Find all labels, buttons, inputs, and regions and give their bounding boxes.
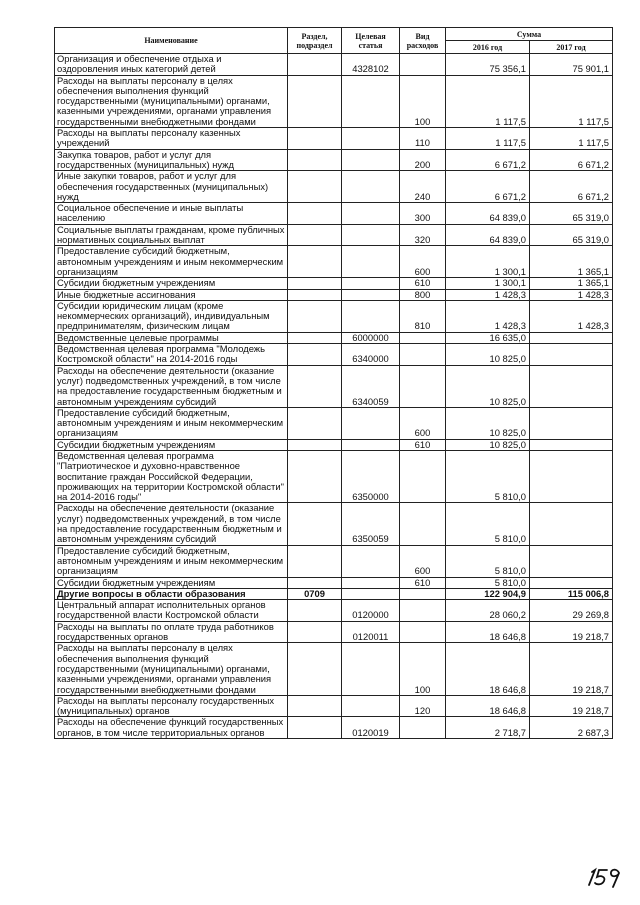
cell-section bbox=[288, 75, 342, 127]
cell-2017 bbox=[530, 344, 613, 366]
cell-name: Расходы на выплаты по оплате труда работников государственных органов bbox=[55, 621, 288, 643]
table-row bbox=[55, 600, 613, 622]
header-year-2017: 2017 год bbox=[530, 41, 613, 54]
cell-section bbox=[288, 149, 342, 171]
table-row bbox=[55, 300, 613, 332]
cell-kind: 800 bbox=[400, 289, 446, 300]
cell-kind bbox=[400, 344, 446, 366]
table-row bbox=[55, 717, 613, 739]
cell-section bbox=[288, 300, 342, 332]
cell-2016: 6 671,2 bbox=[446, 149, 530, 171]
table-row bbox=[55, 695, 613, 717]
cell-target bbox=[342, 545, 400, 577]
cell-section bbox=[288, 503, 342, 545]
table-row bbox=[55, 503, 613, 545]
cell-target bbox=[342, 407, 400, 439]
cell-section bbox=[288, 203, 342, 225]
table-row bbox=[55, 128, 613, 150]
cell-kind: 100 bbox=[400, 643, 446, 695]
cell-kind: 100 bbox=[400, 75, 446, 127]
cell-name: Расходы на обеспечение деятельности (оказание услуг) подведомственных учреждений, в том числе на предоставление государственным бюджетным и автономным учреждениям субсидий bbox=[55, 503, 288, 545]
cell-2017 bbox=[530, 503, 613, 545]
handwritten-page-number bbox=[586, 866, 622, 888]
table-row bbox=[55, 246, 613, 278]
cell-target bbox=[342, 224, 400, 246]
table-row bbox=[55, 149, 613, 171]
cell-kind: 240 bbox=[400, 171, 446, 203]
header-section: Раздел, подраздел bbox=[288, 28, 342, 54]
table-row bbox=[55, 450, 613, 502]
cell-section bbox=[288, 643, 342, 695]
cell-2017 bbox=[530, 365, 613, 407]
table-row bbox=[55, 588, 613, 599]
cell-name: Расходы на выплаты персоналу казенных учреждений bbox=[55, 128, 288, 150]
cell-name: Расходы на выплаты персоналу в целях обеспечения выполнения функций государственными (муниципальными) органами, казенными учреждениями, органами управления государственными внебюджетными фондами bbox=[55, 643, 288, 695]
cell-2016: 28 060,2 bbox=[446, 600, 530, 622]
cell-section bbox=[288, 577, 342, 588]
cell-kind bbox=[400, 503, 446, 545]
cell-2016: 5 810,0 bbox=[446, 450, 530, 502]
cell-name: Социальное обеспечение и иные выплаты населению bbox=[55, 203, 288, 225]
cell-kind bbox=[400, 332, 446, 343]
cell-2017: 65 319,0 bbox=[530, 203, 613, 225]
cell-name: Субсидии юридическим лицам (кроме некоммерческих организаций), индивидуальным предпринимателям, физическим лицам bbox=[55, 300, 288, 332]
cell-2016: 5 810,0 bbox=[446, 545, 530, 577]
cell-name: Предоставление субсидий бюджетным, автономным учреждениям и иным некоммерческим организациям bbox=[55, 407, 288, 439]
cell-kind bbox=[400, 54, 446, 76]
table-row bbox=[55, 278, 613, 289]
cell-section bbox=[288, 600, 342, 622]
cell-kind: 610 bbox=[400, 278, 446, 289]
cell-2016: 64 839,0 bbox=[446, 203, 530, 225]
cell-target: 6350000 bbox=[342, 450, 400, 502]
cell-target bbox=[342, 300, 400, 332]
cell-target bbox=[342, 203, 400, 225]
cell-kind: 120 bbox=[400, 695, 446, 717]
cell-target bbox=[342, 643, 400, 695]
cell-kind bbox=[400, 450, 446, 502]
cell-kind: 320 bbox=[400, 224, 446, 246]
cell-name: Расходы на обеспечение деятельности (оказание услуг) подведомственных учреждений, в том числе на предоставление государственным бюджетным и автономным учреждениям субсидий bbox=[55, 365, 288, 407]
cell-name: Предоставление субсидий бюджетным, автономным учреждениям и иным некоммерческим организациям bbox=[55, 545, 288, 577]
cell-section bbox=[288, 344, 342, 366]
budget-table-page bbox=[54, 27, 612, 739]
cell-2016: 1 428,3 bbox=[446, 300, 530, 332]
table-row bbox=[55, 643, 613, 695]
header-sum: Сумма bbox=[446, 28, 613, 41]
table-row bbox=[55, 407, 613, 439]
cell-name: Социальные выплаты гражданам, кроме публичных нормативных социальных выплат bbox=[55, 224, 288, 246]
cell-2017: 1 117,5 bbox=[530, 128, 613, 150]
cell-kind bbox=[400, 588, 446, 599]
cell-kind: 810 bbox=[400, 300, 446, 332]
cell-name: Иные закупки товаров, работ и услуг для обеспечения государственных (муниципальных) нужд bbox=[55, 171, 288, 203]
cell-target: 4328102 bbox=[342, 54, 400, 76]
cell-target: 0120019 bbox=[342, 717, 400, 739]
cell-section bbox=[288, 695, 342, 717]
cell-2016: 1 300,1 bbox=[446, 246, 530, 278]
table-row bbox=[55, 439, 613, 450]
cell-2016: 10 825,0 bbox=[446, 407, 530, 439]
cell-section bbox=[288, 450, 342, 502]
cell-2016: 75 356,1 bbox=[446, 54, 530, 76]
cell-name: Другие вопросы в области образования bbox=[55, 588, 288, 599]
cell-2017 bbox=[530, 450, 613, 502]
cell-name: Ведомственная целевая программа "Патриотическое и духовно-нравственное воспитание граждан Российской Федерации, проживающих на территории Костромской области" на 2014-2016 годы" bbox=[55, 450, 288, 502]
cell-2016: 16 635,0 bbox=[446, 332, 530, 343]
cell-2017 bbox=[530, 545, 613, 577]
cell-target: 0120011 bbox=[342, 621, 400, 643]
cell-2016: 6 671,2 bbox=[446, 171, 530, 203]
cell-kind bbox=[400, 600, 446, 622]
cell-target bbox=[342, 171, 400, 203]
cell-target: 6340059 bbox=[342, 365, 400, 407]
cell-kind: 600 bbox=[400, 246, 446, 278]
cell-name: Центральный аппарат исполнительных органов государственной власти Костромской области bbox=[55, 600, 288, 622]
cell-2016: 10 825,0 bbox=[446, 344, 530, 366]
cell-section bbox=[288, 224, 342, 246]
cell-2016: 1 428,3 bbox=[446, 289, 530, 300]
cell-2017: 1 117,5 bbox=[530, 75, 613, 127]
cell-target: 6000000 bbox=[342, 332, 400, 343]
cell-kind: 610 bbox=[400, 439, 446, 450]
table-row bbox=[55, 545, 613, 577]
cell-2017 bbox=[530, 577, 613, 588]
cell-name: Закупка товаров, работ и услуг для государственных (муниципальных) нужд bbox=[55, 149, 288, 171]
header-name: Наименование bbox=[55, 28, 288, 54]
cell-name: Субсидии бюджетным учреждениям bbox=[55, 577, 288, 588]
cell-section bbox=[288, 407, 342, 439]
cell-kind: 600 bbox=[400, 545, 446, 577]
cell-name: Ведомственные целевые программы bbox=[55, 332, 288, 343]
cell-target bbox=[342, 695, 400, 717]
cell-2017: 19 218,7 bbox=[530, 695, 613, 717]
table-row bbox=[55, 224, 613, 246]
cell-2016: 10 825,0 bbox=[446, 439, 530, 450]
cell-kind: 110 bbox=[400, 128, 446, 150]
cell-target: 6350059 bbox=[342, 503, 400, 545]
cell-2017: 6 671,2 bbox=[530, 149, 613, 171]
cell-name: Организация и обеспечение отдыха и оздоровления иных категорий детей bbox=[55, 54, 288, 76]
cell-section bbox=[288, 332, 342, 343]
cell-section bbox=[288, 545, 342, 577]
table-row bbox=[55, 75, 613, 127]
cell-2016: 122 904,9 bbox=[446, 588, 530, 599]
cell-2016: 64 839,0 bbox=[446, 224, 530, 246]
cell-section bbox=[288, 171, 342, 203]
table-row bbox=[55, 54, 613, 76]
cell-target: 6340000 bbox=[342, 344, 400, 366]
cell-name: Иные бюджетные ассигнования bbox=[55, 289, 288, 300]
cell-section bbox=[288, 246, 342, 278]
table-header bbox=[55, 28, 613, 54]
cell-kind bbox=[400, 621, 446, 643]
cell-name: Расходы на выплаты персоналу государственных (муниципальных) органов bbox=[55, 695, 288, 717]
cell-target bbox=[342, 577, 400, 588]
cell-section bbox=[288, 439, 342, 450]
cell-2017: 2 687,3 bbox=[530, 717, 613, 739]
cell-2016: 10 825,0 bbox=[446, 365, 530, 407]
table-row bbox=[55, 171, 613, 203]
cell-section bbox=[288, 717, 342, 739]
table-row bbox=[55, 344, 613, 366]
table-row bbox=[55, 332, 613, 343]
cell-name: Расходы на обеспечение функций государственных органов, в том числе территориальных органов bbox=[55, 717, 288, 739]
cell-2016: 5 810,0 bbox=[446, 577, 530, 588]
cell-kind: 200 bbox=[400, 149, 446, 171]
cell-target bbox=[342, 128, 400, 150]
cell-2017: 29 269,8 bbox=[530, 600, 613, 622]
cell-2017: 6 671,2 bbox=[530, 171, 613, 203]
cell-kind: 300 bbox=[400, 203, 446, 225]
cell-2017: 1 365,1 bbox=[530, 246, 613, 278]
cell-2016: 18 646,8 bbox=[446, 643, 530, 695]
table-row bbox=[55, 621, 613, 643]
cell-section: 0709 bbox=[288, 588, 342, 599]
cell-2017: 1 428,3 bbox=[530, 300, 613, 332]
cell-2016: 5 810,0 bbox=[446, 503, 530, 545]
cell-2017 bbox=[530, 407, 613, 439]
cell-section bbox=[288, 128, 342, 150]
cell-2017: 19 218,7 bbox=[530, 643, 613, 695]
cell-kind: 600 bbox=[400, 407, 446, 439]
cell-2016: 18 646,8 bbox=[446, 695, 530, 717]
header-target: Целевая статья bbox=[342, 28, 400, 54]
cell-section bbox=[288, 278, 342, 289]
cell-name: Расходы на выплаты персоналу в целях обеспечения выполнения функций государственными (муниципальными) органами, казенными учреждениями, органами управления государственными внебюджетными фондами bbox=[55, 75, 288, 127]
cell-kind bbox=[400, 365, 446, 407]
cell-section bbox=[288, 621, 342, 643]
cell-name: Ведомственная целевая программа "Молодежь Костромской области" на 2014-2016 годы bbox=[55, 344, 288, 366]
table-row bbox=[55, 203, 613, 225]
cell-2017 bbox=[530, 332, 613, 343]
cell-section bbox=[288, 365, 342, 407]
cell-target bbox=[342, 75, 400, 127]
cell-2017: 115 006,8 bbox=[530, 588, 613, 599]
cell-target bbox=[342, 278, 400, 289]
cell-target bbox=[342, 246, 400, 278]
cell-target bbox=[342, 289, 400, 300]
cell-2017: 1 365,1 bbox=[530, 278, 613, 289]
cell-name: Предоставление субсидий бюджетным, автономным учреждениям и иным некоммерческим организациям bbox=[55, 246, 288, 278]
header-kind: Вид расходов bbox=[400, 28, 446, 54]
cell-2016: 18 646,8 bbox=[446, 621, 530, 643]
cell-section bbox=[288, 289, 342, 300]
table-row bbox=[55, 365, 613, 407]
cell-2017: 75 901,1 bbox=[530, 54, 613, 76]
cell-target: 0120000 bbox=[342, 600, 400, 622]
cell-2017: 1 428,3 bbox=[530, 289, 613, 300]
cell-kind bbox=[400, 717, 446, 739]
budget-table bbox=[54, 27, 613, 739]
cell-section bbox=[288, 54, 342, 76]
header-year-2016: 2016 год bbox=[446, 41, 530, 54]
table-row bbox=[55, 577, 613, 588]
cell-target bbox=[342, 149, 400, 171]
cell-2017: 65 319,0 bbox=[530, 224, 613, 246]
table-body bbox=[55, 54, 613, 739]
cell-target bbox=[342, 588, 400, 599]
cell-2016: 1 300,1 bbox=[446, 278, 530, 289]
cell-2016: 1 117,5 bbox=[446, 75, 530, 127]
table-row bbox=[55, 289, 613, 300]
cell-name: Субсидии бюджетным учреждениям bbox=[55, 278, 288, 289]
cell-kind: 610 bbox=[400, 577, 446, 588]
cell-2017 bbox=[530, 439, 613, 450]
cell-name: Субсидии бюджетным учреждениям bbox=[55, 439, 288, 450]
cell-2017: 19 218,7 bbox=[530, 621, 613, 643]
cell-2016: 2 718,7 bbox=[446, 717, 530, 739]
cell-2016: 1 117,5 bbox=[446, 128, 530, 150]
cell-target bbox=[342, 439, 400, 450]
